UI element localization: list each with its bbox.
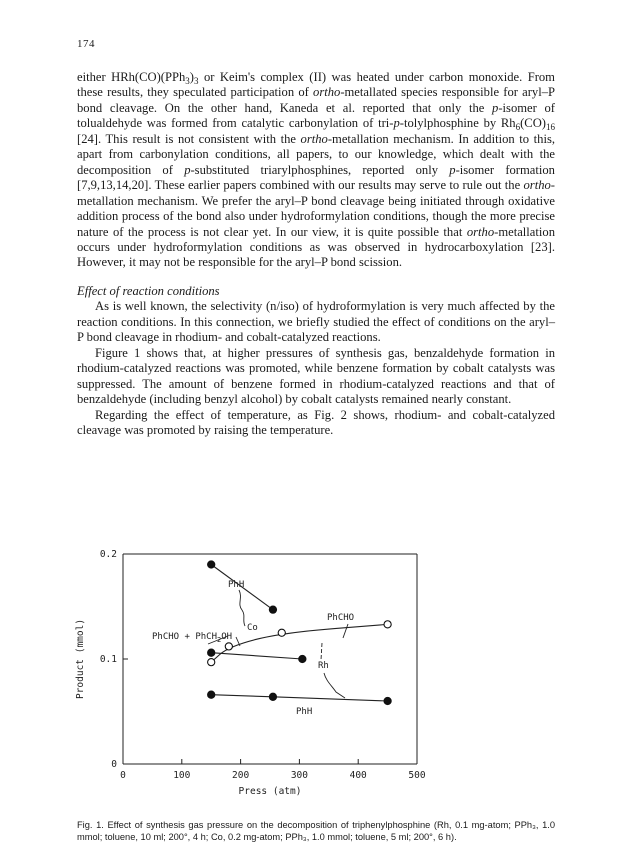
- figure-1: [60, 540, 460, 810]
- chart-axes: [75, 549, 426, 797]
- data-point-rh-phcho: [278, 629, 285, 636]
- x-tick-label: 400: [349, 770, 367, 781]
- paragraph-3: Figure 1 shows that, at higher pressures of synthesis gas, benzaldehyde formation in rhodium-catalyzed reactions was promoted, while benzene formation by cobalt catalysts was suppressed. The amount of benzene formed in rhodium-catalyzed reactions and that of benzaldehyde (including benzyl alcohol) by cobalt catalysts remained nearly constant.: [77, 345, 555, 407]
- leader-phh-bottom: [324, 673, 345, 698]
- paragraph-1: either $HRh(CO)(PPh_3)_3$ or Keim's complex (II) was heated under carbon monoxide. From these results, they speculated participation of ortho-metallated species responsible for aryl–P bond cleavage. On the other hand, Kaneda et al. reported that only the p-isomer of tolualdehyde was formed from catalytic carbonylation of tri-p-tolylphosphine by $Rh_6(CO)_{16}$ [24]. This result is not consistent with the ortho-metallation mechanism. In addition to this, apart from carbonylation conditions, all papers, to our knowledge, which dealt with the decomposition of p-substituted triarylphosphines, reported only p-isomer formation [7,9,13,14,20]. These earlier papers combined with our results may serve to rule out the ortho-metallation mechanism. We prefer the aryl–P bond cleavage being initiated through oxidative addition process of the bond also under hydroformylation conditions, though the more precise nature of the process is not clear yet. In our view, it is quite possible that ortho-metallation occurs under hydroformylation conditions as was observed in hydrocarboxylation [23]. However, it may not be responsible for the aryl–P bond scission.: [77, 70, 556, 270]
- y-tick-label: 0.1: [99, 654, 117, 665]
- y-axis-title: Product (mmol): [75, 618, 86, 700]
- y-tick-label: 0.2: [99, 549, 117, 560]
- x-tick-label: 200: [232, 770, 250, 781]
- leader-phh-top: [239, 590, 245, 626]
- leader-phcho-right: [343, 624, 348, 638]
- label-phh-top: PhH: [228, 580, 245, 590]
- data-point-rh-phh: [384, 697, 391, 704]
- data-point-rh-phcho: [208, 659, 215, 666]
- figure-caption: Fig. 1. Effect of synthesis gas pressure on the decomposition of triphenylphosphine (Rh, 0.1 mg-atom; PPh₃, 1.0 mmol; toluene, 10 ml; 200°, 4 h; Co, 0.2 mg-atom; PPh₃, 1.0 mmol; toluene, 5 ml; 200°, 6 h).: [77, 820, 555, 843]
- page-number: 174: [77, 38, 95, 50]
- x-tick-label: 500: [408, 770, 426, 781]
- label-co: Co: [247, 623, 258, 633]
- label-phcho-right: PhCHO: [327, 613, 355, 623]
- section-heading: Effect of reaction conditions: [77, 283, 220, 298]
- series-line-co-phcho: [211, 653, 302, 659]
- data-point-rh-phcho: [225, 643, 232, 650]
- label-phh-bottom: PhH: [296, 707, 313, 717]
- data-point-co-phcho: [208, 649, 215, 656]
- data-point-rh-phh: [269, 693, 276, 700]
- paragraph-2: As is well known, the selectivity (n/iso) of hydroformylation is very much affected by the reaction conditions. In this connection, we briefly studied the effect of conditions on the aryl–P bond cleavage in rhodium- and cobalt-catalyzed reactions.: [77, 299, 555, 345]
- body-text: [77, 70, 555, 438]
- paragraph-4: Regarding the effect of temperature, as Fig. 2 shows, rhodium- and cobalt-catalyzed cleavage was promoted by raising the temperature.: [77, 407, 555, 437]
- leader-rh: [321, 643, 322, 660]
- data-point-rh-phcho: [384, 621, 391, 628]
- data-point-co-phh: [208, 561, 215, 568]
- x-tick-label: 0: [120, 770, 126, 781]
- x-tick-label: 300: [290, 770, 308, 781]
- y-tick-label: 0: [111, 759, 117, 770]
- data-point-co-phcho: [299, 655, 306, 662]
- series-line-rh-phh: [211, 695, 387, 701]
- pressure-chart: [60, 540, 460, 810]
- x-axis-title: Press (atm): [238, 786, 302, 797]
- data-point-rh-phh: [208, 691, 215, 698]
- label-phcho-benzyl: PhCHO + PhCH$_2$OH: [152, 632, 233, 644]
- x-tick-label: 100: [173, 770, 191, 781]
- label-rh: Rh: [318, 661, 329, 671]
- data-point-co-phh: [269, 606, 276, 613]
